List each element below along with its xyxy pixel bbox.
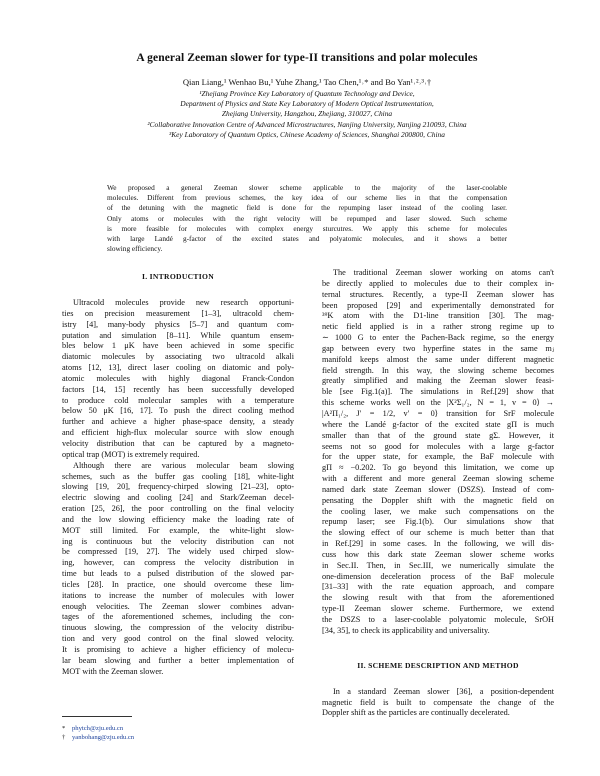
text-line: magnetic field is built to compensate the change of the xyxy=(322,697,554,707)
footnote-mark: † xyxy=(62,734,66,741)
text-line: greatly simplified and making the Zeeman slower feasi- xyxy=(322,376,554,386)
text-line: ticles [28]. In practice, one should overcome these lim- xyxy=(62,579,294,589)
text-line: be compressed [19, 27]. The widely used chirped slow- xyxy=(62,547,294,557)
text-line: one-dimension deceleration process of the BaF molecule xyxy=(322,571,554,581)
text-line: repump laser; see Fig.1(b). Our simulations show that xyxy=(322,517,554,527)
text-line: ∼ 1000 G to enter the Pachen-Back regime, so the energy xyxy=(322,333,554,343)
text-line: electric slowing and cooling [24] and Stark/Zeeman decel- xyxy=(62,493,294,503)
text-line: It is promising to achieve a higher efficiency of molecu- xyxy=(62,645,294,654)
right-column xyxy=(322,268,554,719)
text-line: ternal structures. Recently, a type-II Zeeman slower has xyxy=(322,289,554,299)
text-line: tinuous slowing, the compression of the velocity distribu- xyxy=(62,623,294,633)
text-line: atoms [12, 13], direct laser cooling on diatomic and poly- xyxy=(62,363,294,373)
text-line: enough velocities. The Zeeman slower combines advan- xyxy=(62,601,294,611)
text-line: istry [4], many-body physics [5–7] and quantum com- xyxy=(62,319,294,329)
text-line: field strength. In this way, the slowing scheme becomes xyxy=(322,365,554,375)
email-link[interactable]: yanbohang@zju.edu.cn xyxy=(72,734,135,741)
text-line: be directly applied to molecules due to their complex in- xyxy=(322,278,554,288)
text-line: and the low slowing efficiency make the loading rate of xyxy=(62,514,294,524)
left-column xyxy=(62,268,294,678)
intro-paragraph-1 xyxy=(62,298,294,461)
text-line: gap between every two hyperfine states in the same mⱼ xyxy=(322,343,554,353)
text-line: where the Landé g-factor of the excited state gΠ is much xyxy=(322,419,554,429)
text-line: time but leads to a pulsed distribution of the slowed par- xyxy=(62,569,294,579)
arxiv-stamp xyxy=(2,160,36,620)
intro-paragraph-2 xyxy=(62,461,294,678)
text-line: slowing [19, 20], frequency-chirped slowing [21–23], opto- xyxy=(62,482,294,492)
text-line: Although there are various molecular beam slowing xyxy=(73,460,294,470)
text-line: been proposed [29] and experimentally demonstrated for xyxy=(322,300,554,310)
text-line: named dark state Zeeman slower (DSZS). Instead of com- xyxy=(322,484,554,494)
abstract-line: with large Landé g-factor of the excited states and polyatomic molecules, and it shows a better xyxy=(107,233,507,243)
text-line: the slowing result with that from the aforementioned xyxy=(322,593,554,603)
text-line: in Sec.II. Then, in Sec.III, we numerically simulate the xyxy=(322,560,554,570)
text-line: the slowing effect of our scheme is much better than that xyxy=(322,528,554,538)
text-line: In a standard Zeeman slower [36], a position-dependent xyxy=(333,686,554,696)
text-line: atomic molecules with highly diagonal Franck-Condon xyxy=(62,373,294,383)
text-line: gΠ ≈ −0.202. To go beyond this limitation, we come up xyxy=(322,463,554,473)
footnotes xyxy=(62,716,294,742)
text-line: netic field applied is in a rather strong regime up to xyxy=(322,322,554,332)
text-line: to produce cold molecular samples with a temperature xyxy=(62,395,294,405)
affiliation-line: ²Collaborative Innovation Centre of Advanced Microstructures, Nanjing University, Nanjing 210093, China xyxy=(147,119,467,129)
scheme-paragraph-1 xyxy=(322,687,554,720)
text-line: eration [25, 26], the poor controlling on the final velocity xyxy=(62,504,294,514)
text-line: with a different and more general Zeeman slowing scheme xyxy=(322,474,554,484)
text-line: bles below 1 μK have been achieved in some specific xyxy=(62,341,294,351)
text-line: further and achieve a higher phase-space density, a steady xyxy=(62,417,294,427)
affiliation-line: ³Key Laboratory of Quantum Optics, Chinese Academy of Sciences, Shanghai 200800, China xyxy=(169,129,445,139)
section-heading-introduction: I. INTRODUCTION xyxy=(141,272,214,281)
text-line: pensating the Doppler shift with the magnetic field on xyxy=(322,495,554,505)
intro-paragraph-3 xyxy=(322,268,554,637)
footnote-rule xyxy=(62,716,132,717)
affiliation-line: Department of Physics and State Key Laboratory of Modern Optical Instrumentation, xyxy=(180,99,434,109)
text-line: diatomic molecules by associating two ultracold alkali xyxy=(62,352,294,362)
text-line: manifold keeps almost the same under different magnetic xyxy=(322,354,554,364)
text-line: type-II Zeeman slower scheme. Furthermore, we extend xyxy=(322,604,554,614)
text-line: this scheme works well on the |X²Σ₁/₂, N = 1, v = 0⟩ → xyxy=(322,398,554,408)
text-line: the DSZS to a laser-coolable polyatomic molecule, SrOH xyxy=(322,615,554,624)
text-line: MOT with the Zeeman slower. xyxy=(62,666,164,676)
abstract-line: We proposed a general Zeeman slower scheme applicable to the majority of the laser-coolable xyxy=(107,183,507,192)
text-line: Ultracold molecules provide new research opportuni- xyxy=(73,298,294,307)
text-line: ing, however, can compress the velocity distribution in xyxy=(62,558,294,568)
text-line: below 50 μK [16, 17]. To push the direct cooling method xyxy=(62,406,294,416)
text-line: Doppler shift as the particles are continually decelerated. xyxy=(322,708,510,718)
text-line: lar beam slowing and further a better implementation of xyxy=(62,655,294,665)
abstract-line: slowing efficiency. xyxy=(107,244,163,254)
text-line: velocity distribution that can be captured by a magneto- xyxy=(62,438,294,448)
text-line: putation and simulation [8–11]. While quantum ensem- xyxy=(62,330,294,340)
abstract-line: molecules. Different from previous schemes, the key idea of our scheme lies in that the compensation xyxy=(107,193,507,203)
text-line: in Ref.[29] in some cases. In the following, we will dis- xyxy=(322,539,554,549)
footnote-email[interactable] xyxy=(62,724,294,733)
text-line: [34, 35], to check its applicability and universality. xyxy=(322,625,490,635)
affiliation-line: ¹Zhejiang Province Key Laboratory of Quantum Technology and Device, xyxy=(199,89,415,98)
text-line: The traditional Zeeman slower working on atoms can't xyxy=(333,268,554,277)
text-line: for the upper state, for example, the BaF molecule with xyxy=(322,452,554,462)
abstract-line: Only atoms or molecules with the right velocity will be repumped and laser slowed. Such scheme xyxy=(107,213,507,223)
text-line: ing is continuous but the velocity distribution can not xyxy=(62,536,294,546)
footnote-email[interactable] xyxy=(62,733,294,742)
text-line: ³⁹K atom with the D1-line transition [30]. The mag- xyxy=(322,311,554,321)
author-list: Qian Liang,¹ Wenhao Bu,¹ Yuhe Zhang,¹ Tao Chen,¹˒* and Bo Yan¹˒²˒³˒† xyxy=(182,77,432,87)
text-line: ble [see Fig.1(a)]. The simulations in Ref.[29] show that xyxy=(322,387,554,397)
text-line: factors [14, 15] recently has been successfully developed xyxy=(62,384,294,394)
abstract-line: is more feasible for molecules with complex energy sturcutres. We apply this scheme for molecules xyxy=(107,223,507,233)
text-line: seems not so good for molecules with a large g-factor xyxy=(322,441,554,451)
text-line: itations to increase the number of molecules with lower xyxy=(62,590,294,600)
abstract xyxy=(107,183,507,254)
affiliations xyxy=(60,89,554,140)
text-line: and efficient high-flux molecular source with slow enough xyxy=(62,428,294,438)
text-line: tion and very good control on the final slowed velocity. xyxy=(62,634,294,644)
text-line: ties on precision measurement [1–3], ultracold chem- xyxy=(62,308,294,318)
text-line: smaller than that of the ground state gΣ. However, it xyxy=(322,430,554,440)
text-line: optical trap (MOT) is extremely required. xyxy=(62,449,200,459)
footnote-mark: * xyxy=(62,725,66,732)
abstract-line: of the detuning with the magnetic field is done for the repumping laser instead of the cooling laser. xyxy=(107,203,507,213)
text-line: cuss how this dark state Zeeman slower scheme works xyxy=(322,549,554,559)
text-line: |A²Π₁/₂, J′ = 1/2, v′ = 0⟩ transition for SrF molecule xyxy=(322,408,554,418)
text-line: MOT still limited. For example, the white-light slow- xyxy=(62,525,294,535)
text-line: tages of the aforementioned schemes, including the con- xyxy=(62,612,294,622)
affiliation-line: Zhejiang University, Hangzhou, Zhejiang, 310027, China xyxy=(221,109,393,119)
text-line: [31–33] with the rate equation approach, and compare xyxy=(322,582,554,592)
section-heading-scheme: II. SCHEME DESCRIPTION AND METHOD xyxy=(357,660,519,670)
arxiv-stamp-svg xyxy=(2,160,36,620)
text-line: schemes, such as the buffer gas cooling [18], white-light xyxy=(62,471,294,481)
email-link[interactable]: phytch@zju.edu.cn xyxy=(72,725,124,732)
text-line: the cooling laser, we make such compensations on the xyxy=(322,506,554,516)
paper-title: A general Zeeman slower for type-II transitions and polar molecules xyxy=(136,52,478,64)
